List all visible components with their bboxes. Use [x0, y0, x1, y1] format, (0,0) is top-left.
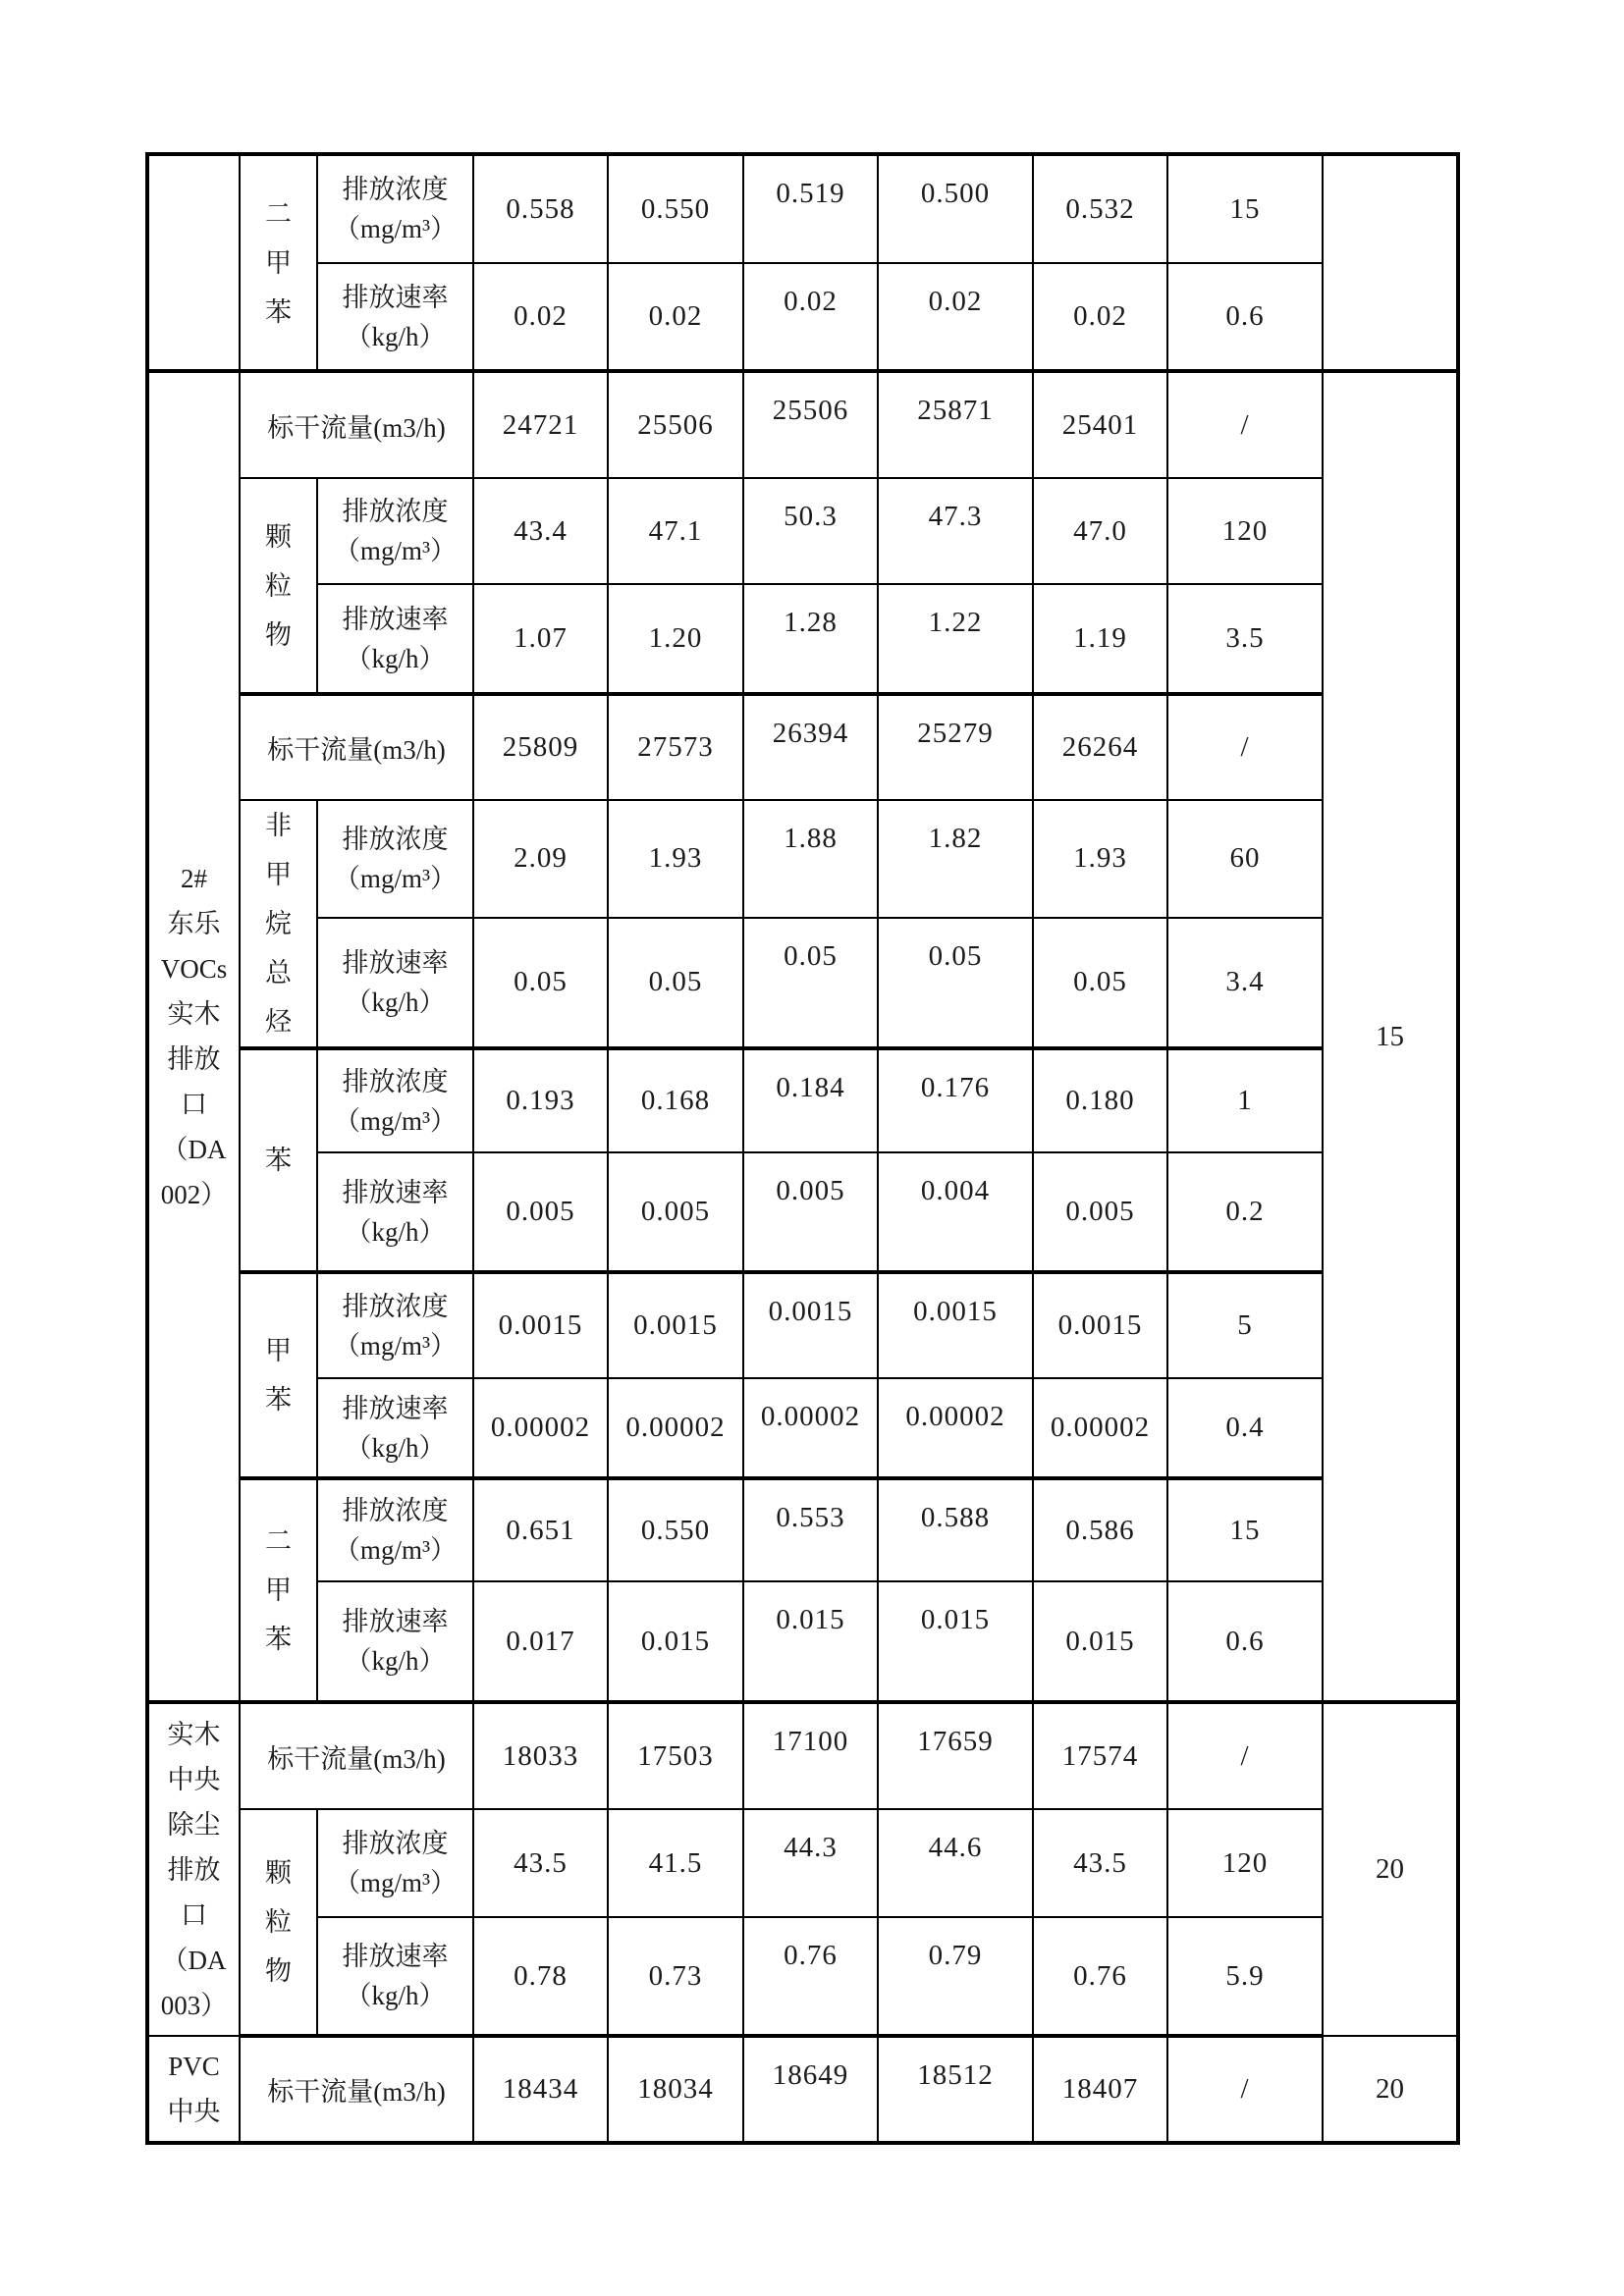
group-total-cell-da002: 15	[1323, 371, 1458, 1702]
group-total-cell-da003: 20	[1323, 1702, 1458, 2036]
data-cell: 0.176	[878, 1048, 1033, 1152]
metric-label: 排放浓度	[342, 1291, 449, 1321]
data-cell: 0.73	[608, 1917, 743, 2036]
metric-cell-rate	[317, 1152, 473, 1272]
limit-cell: 120	[1167, 478, 1323, 584]
data-cell: 0.00002	[878, 1378, 1033, 1478]
pollutant-cell-xylene-top	[240, 154, 317, 371]
data-cell: 0.00002	[473, 1378, 608, 1478]
data-cell: 0.005	[1033, 1152, 1167, 1272]
data-cell: 0.184	[743, 1048, 878, 1152]
data-cell: 0.553	[743, 1478, 878, 1581]
metric-unit: （kg/h）	[345, 1432, 446, 1463]
metric-unit: （mg/m³）	[333, 1330, 458, 1361]
flow-label-cell: 标干流量(m3/h)	[240, 694, 473, 800]
data-cell: 0.015	[743, 1581, 878, 1702]
limit-cell: /	[1167, 371, 1323, 478]
data-cell: 1.07	[473, 584, 608, 694]
flow-label-cell: 标干流量(m3/h)	[240, 371, 473, 478]
data-cell: 0.05	[1033, 918, 1167, 1048]
pollutant-cell-benzene	[240, 1048, 317, 1272]
table-row	[147, 1581, 1458, 1702]
data-cell: 0.500	[878, 154, 1033, 263]
group-total-cell-pvc: 20	[1323, 2036, 1458, 2143]
metric-unit: （kg/h）	[345, 1646, 446, 1676]
limit-cell: 15	[1167, 154, 1323, 263]
group-total-cell-empty	[1323, 154, 1458, 371]
data-cell: 0.017	[473, 1581, 608, 1702]
data-cell: 0.005	[743, 1152, 878, 1272]
table-row	[147, 371, 1458, 478]
data-cell: 18407	[1033, 2036, 1167, 2143]
limit-cell: 1	[1167, 1048, 1323, 1152]
data-cell: 25871	[878, 371, 1033, 478]
data-cell: 0.76	[743, 1917, 878, 2036]
data-cell: 0.651	[473, 1478, 608, 1581]
limit-cell: /	[1167, 1702, 1323, 1809]
data-cell: 0.02	[743, 263, 878, 371]
metric-cell-rate	[317, 918, 473, 1048]
data-cell: 0.004	[878, 1152, 1033, 1272]
source-line: 2#	[181, 864, 207, 893]
table-row	[147, 1478, 1458, 1581]
source-cell-empty	[147, 154, 240, 371]
pollutant-name: 二甲苯	[264, 1526, 292, 1654]
table-row	[147, 1378, 1458, 1478]
data-cell: 0.00002	[743, 1378, 878, 1478]
metric-label: 排放浓度	[342, 1829, 449, 1858]
metric-cell-conc	[317, 1478, 473, 1581]
data-cell: 0.588	[878, 1478, 1033, 1581]
data-cell: 0.558	[473, 154, 608, 263]
data-cell: 17503	[608, 1702, 743, 1809]
data-cell: 43.5	[473, 1809, 608, 1917]
data-cell: 0.193	[473, 1048, 608, 1152]
data-cell: 47.0	[1033, 478, 1167, 584]
data-cell: 0.05	[473, 918, 608, 1048]
pollutant-cell-pm-da003	[240, 1809, 317, 2036]
source-line: 实木	[167, 1719, 221, 1749]
pollutant-name: 颗粒物	[264, 1858, 292, 1986]
metric-unit: （mg/m³）	[333, 536, 458, 565]
limit-cell: 60	[1167, 800, 1323, 918]
metric-unit: （kg/h）	[345, 321, 446, 351]
data-cell: 1.93	[608, 800, 743, 918]
metric-unit: （kg/h）	[345, 1216, 446, 1247]
metric-unit: （mg/m³）	[333, 214, 458, 243]
source-line: 口	[181, 1090, 207, 1119]
data-cell: 0.02	[1033, 263, 1167, 371]
source-line: （DA	[161, 1945, 227, 1975]
source-line: PVC	[168, 2052, 220, 2081]
data-cell: 0.02	[878, 263, 1033, 371]
pollutant-cell-toluene	[240, 1272, 317, 1478]
data-cell: 0.532	[1033, 154, 1167, 263]
table-row	[147, 584, 1458, 694]
data-cell: 0.02	[473, 263, 608, 371]
data-cell: 50.3	[743, 478, 878, 584]
data-cell: 0.005	[473, 1152, 608, 1272]
data-cell: 24721	[473, 371, 608, 478]
metric-unit: （kg/h）	[345, 987, 446, 1017]
table-row	[147, 800, 1458, 918]
table-row	[147, 1048, 1458, 1152]
limit-cell: 5	[1167, 1272, 1323, 1378]
data-cell: 0.015	[878, 1581, 1033, 1702]
table-row	[147, 694, 1458, 800]
metric-label: 排放速率	[342, 947, 449, 978]
limit-cell: /	[1167, 2036, 1323, 2143]
metric-label: 排放速率	[342, 604, 449, 634]
data-cell: 0.05	[878, 918, 1033, 1048]
metric-cell-rate	[317, 1378, 473, 1478]
metric-label: 排放速率	[342, 1942, 449, 1971]
data-cell: 0.78	[473, 1917, 608, 2036]
emissions-monitoring-table	[145, 152, 1460, 2145]
source-line: 002）	[160, 1180, 228, 1209]
metric-cell-conc	[317, 800, 473, 918]
data-cell: 0.0015	[878, 1272, 1033, 1378]
metric-label: 排放速率	[342, 1393, 449, 1423]
data-cell: 0.0015	[473, 1272, 608, 1378]
data-cell: 17659	[878, 1702, 1033, 1809]
table-row	[147, 1702, 1458, 1809]
data-cell: 1.28	[743, 584, 878, 694]
metric-unit: （mg/m³）	[333, 1535, 458, 1565]
limit-cell: 15	[1167, 1478, 1323, 1581]
source-line: 003）	[160, 1990, 228, 2020]
pollutant-name: 甲苯	[264, 1336, 292, 1415]
source-line: VOCs	[160, 954, 228, 984]
data-cell: 25401	[1033, 371, 1167, 478]
pollutant-name: 颗粒物	[264, 521, 292, 650]
source-line: 口	[181, 1899, 207, 1930]
table-row	[147, 478, 1458, 584]
data-cell: 0.0015	[743, 1272, 878, 1378]
data-cell: 18434	[473, 2036, 608, 2143]
data-cell: 0.05	[743, 918, 878, 1048]
data-cell: 1.88	[743, 800, 878, 918]
metric-unit: （mg/m³）	[333, 1868, 458, 1897]
data-cell: 0.015	[1033, 1581, 1167, 1702]
metric-label: 排放速率	[342, 1177, 449, 1207]
data-cell: 0.00002	[608, 1378, 743, 1478]
metric-label: 排放浓度	[342, 497, 449, 526]
source-line: 排放	[167, 1044, 221, 1074]
data-cell: 25279	[878, 694, 1033, 800]
data-cell: 0.168	[608, 1048, 743, 1152]
metric-unit: （kg/h）	[345, 1981, 446, 2010]
data-cell: 27573	[608, 694, 743, 800]
data-cell: 0.550	[608, 1478, 743, 1581]
data-cell: 18512	[878, 2036, 1033, 2143]
data-cell: 26264	[1033, 694, 1167, 800]
data-cell: 44.6	[878, 1809, 1033, 1917]
data-cell: 0.02	[608, 263, 743, 371]
table-row	[147, 2036, 1458, 2143]
limit-cell: 5.9	[1167, 1917, 1323, 2036]
data-cell: 1.82	[878, 800, 1033, 918]
pollutant-name: 非甲烷总烃	[264, 811, 292, 1037]
limit-cell: 3.4	[1167, 918, 1323, 1048]
data-cell: 1.22	[878, 584, 1033, 694]
data-cell: 25506	[743, 371, 878, 478]
data-cell: 25506	[608, 371, 743, 478]
limit-cell: /	[1167, 694, 1323, 800]
metric-label: 排放浓度	[342, 175, 449, 204]
metric-label: 排放速率	[342, 282, 449, 312]
source-line: 东乐	[167, 909, 221, 938]
data-cell: 1.93	[1033, 800, 1167, 918]
limit-cell: 0.4	[1167, 1378, 1323, 1478]
data-cell: 26394	[743, 694, 878, 800]
metric-cell-rate	[317, 1917, 473, 2036]
metric-label: 排放速率	[342, 1607, 449, 1636]
pollutant-name: 二甲苯	[264, 198, 292, 327]
data-cell: 0.79	[878, 1917, 1033, 2036]
metric-cell-rate	[317, 584, 473, 694]
data-cell: 18033	[473, 1702, 608, 1809]
data-cell: 43.5	[1033, 1809, 1167, 1917]
metric-cell-rate	[317, 263, 473, 371]
data-cell: 0.519	[743, 154, 878, 263]
data-cell: 43.4	[473, 478, 608, 584]
data-cell: 18034	[608, 2036, 743, 2143]
data-cell: 41.5	[608, 1809, 743, 1917]
data-cell: 0.0015	[1033, 1272, 1167, 1378]
source-cell-da002	[147, 371, 240, 1702]
limit-cell: 0.2	[1167, 1152, 1323, 1272]
metric-label: 排放浓度	[342, 1066, 449, 1096]
limit-cell: 120	[1167, 1809, 1323, 1917]
data-cell: 0.180	[1033, 1048, 1167, 1152]
data-cell: 0.76	[1033, 1917, 1167, 2036]
data-cell: 47.1	[608, 478, 743, 584]
limit-cell: 0.6	[1167, 1581, 1323, 1702]
data-cell: 18649	[743, 2036, 878, 2143]
table-row	[147, 263, 1458, 371]
table-row	[147, 154, 1458, 263]
data-cell: 0.05	[608, 918, 743, 1048]
source-line: 实木	[167, 999, 221, 1029]
data-cell: 0.015	[608, 1581, 743, 1702]
source-line: 排放	[167, 1854, 221, 1885]
data-cell: 47.3	[878, 478, 1033, 584]
metric-unit: （kg/h）	[345, 643, 446, 673]
metric-label: 排放浓度	[342, 1496, 449, 1525]
source-line: 中央	[167, 2097, 221, 2126]
data-cell: 44.3	[743, 1809, 878, 1917]
metric-cell-conc	[317, 1048, 473, 1152]
metric-cell-conc	[317, 1272, 473, 1378]
table-row	[147, 1272, 1458, 1378]
data-cell: 1.20	[608, 584, 743, 694]
metric-cell-conc	[317, 1809, 473, 1917]
data-cell: 0.586	[1033, 1478, 1167, 1581]
data-cell: 17100	[743, 1702, 878, 1809]
source-cell-pvc	[147, 2036, 240, 2143]
pollutant-name: 苯	[264, 1146, 292, 1175]
limit-cell: 3.5	[1167, 584, 1323, 694]
source-line: （DA	[161, 1135, 227, 1164]
data-cell: 25809	[473, 694, 608, 800]
pollutant-cell-xylene-da002	[240, 1478, 317, 1702]
table-row	[147, 1809, 1458, 1917]
table-row	[147, 918, 1458, 1048]
source-line: 中央	[167, 1764, 221, 1794]
metric-cell-conc	[317, 478, 473, 584]
data-cell: 0.00002	[1033, 1378, 1167, 1478]
metric-cell-conc	[317, 154, 473, 263]
data-cell: 17574	[1033, 1702, 1167, 1809]
pollutant-cell-nmhc	[240, 800, 317, 1048]
source-cell-da003	[147, 1702, 240, 2036]
flow-label-cell: 标干流量(m3/h)	[240, 2036, 473, 2143]
metric-cell-rate	[317, 1581, 473, 1702]
flow-label-cell: 标干流量(m3/h)	[240, 1702, 473, 1809]
table-row	[147, 1917, 1458, 2036]
pollutant-cell-pm	[240, 478, 317, 694]
metric-unit: （mg/m³）	[333, 863, 458, 893]
data-cell: 2.09	[473, 800, 608, 918]
metric-unit: （mg/m³）	[333, 1105, 458, 1136]
data-cell: 0.550	[608, 154, 743, 263]
data-cell: 0.0015	[608, 1272, 743, 1378]
limit-cell: 0.6	[1167, 263, 1323, 371]
metric-label: 排放浓度	[342, 824, 449, 854]
data-cell: 0.005	[608, 1152, 743, 1272]
source-line: 除尘	[167, 1809, 221, 1840]
table-row	[147, 1152, 1458, 1272]
data-cell: 1.19	[1033, 584, 1167, 694]
